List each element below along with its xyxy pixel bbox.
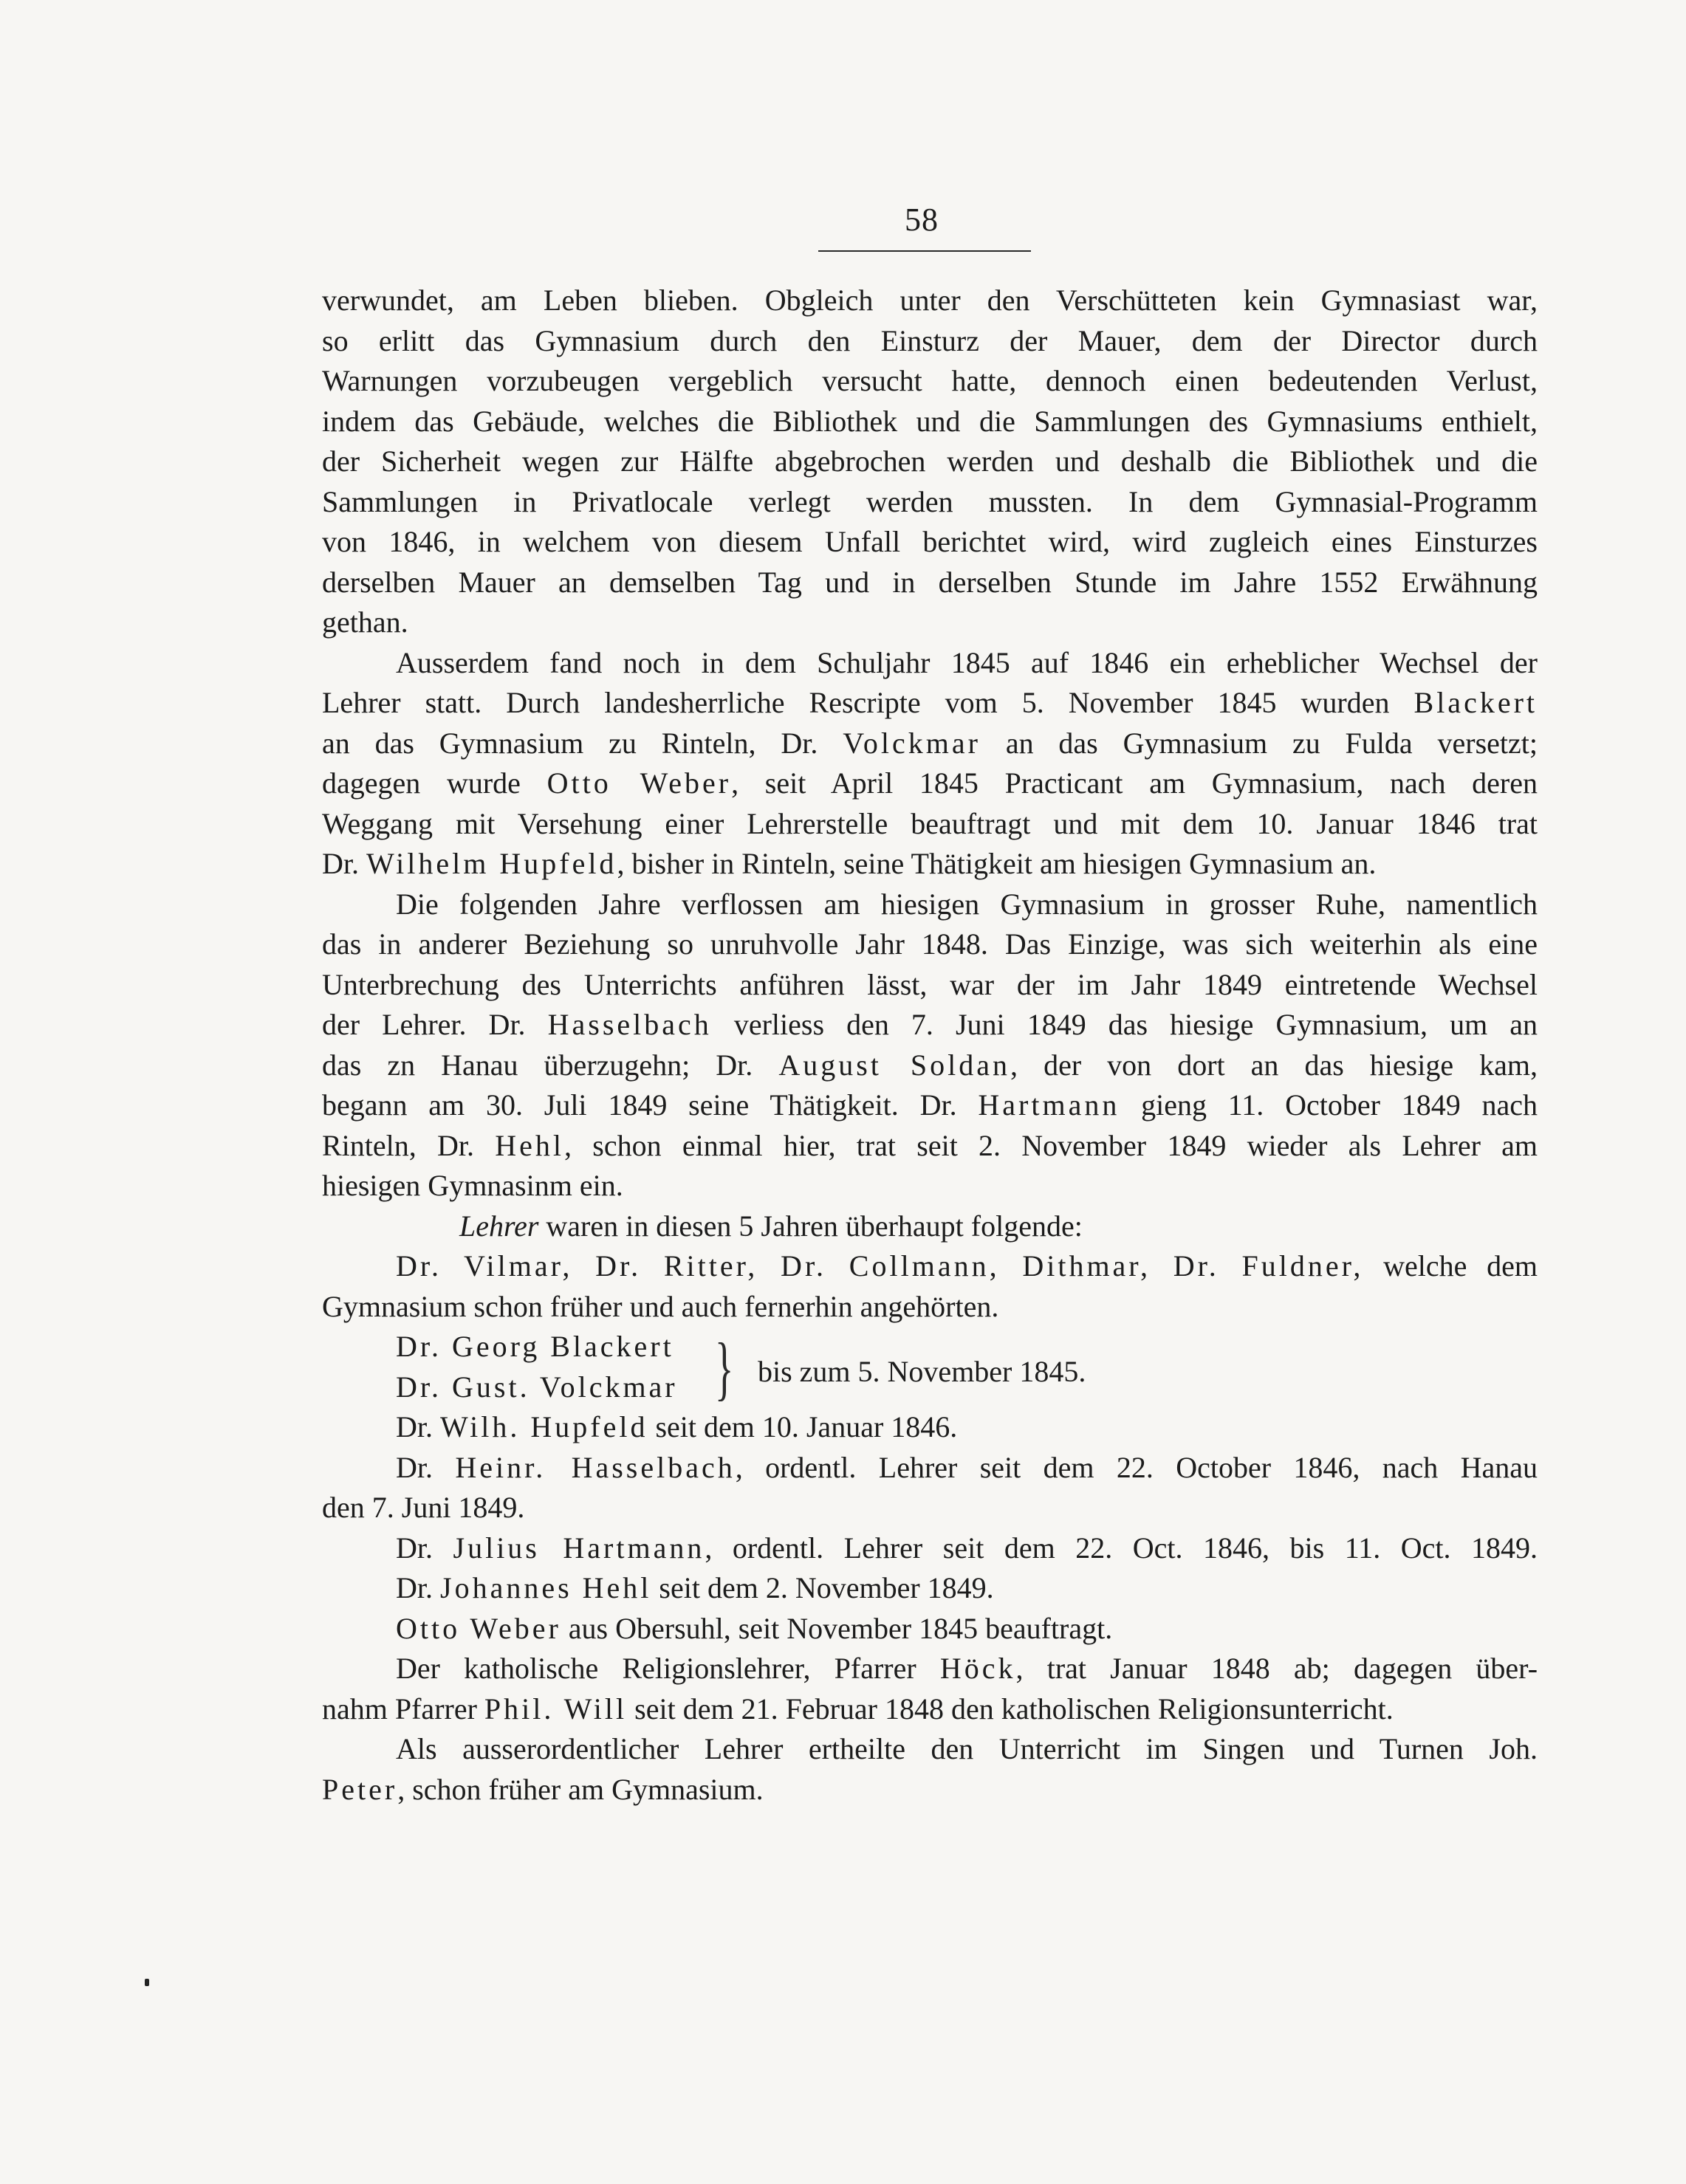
text-line: Dr. Gust. Volckmar [396, 1370, 678, 1404]
text-line [322, 1085, 1538, 1126]
text-line: der Sicherheit wegen zur Hälfte abgebrochen werden und deshalb die Bibliothek und die [322, 444, 1538, 478]
text-line [322, 1126, 1538, 1167]
italic-word: Lehrer [459, 1209, 539, 1243]
text-line [322, 724, 1538, 764]
ink-speck [145, 1979, 149, 1986]
text-line: Warnungen vorzubeugen vergeblich versucht hatte, dennoch einen bedeutenden Verlust, [322, 364, 1538, 397]
text-line [322, 844, 1538, 885]
text-span: Dr. [396, 1531, 433, 1565]
text-line: Die folgenden Jahre verflossen am hiesigen Gymnasium in grosser Ruhe, namentlich [396, 887, 1538, 921]
text-line: verwundet, am Leben blieben. Obgleich unter den Verschütteten kein Gymnasiast war, [322, 284, 1538, 317]
person-name: Hehl [495, 1128, 565, 1162]
person-name: Heinr. Hasselbach [455, 1450, 736, 1484]
text-span: das zn Hanau überzugehn; Dr. [322, 1048, 753, 1082]
text-line: hiesigen Gymnasinm ein. [322, 1169, 623, 1202]
text-span: Dr. [396, 1571, 433, 1604]
text-span: verliess den 7. Juni 1849 das hiesige Gymnasium, um an [733, 1008, 1538, 1041]
text-line: indem das Gebäude, welches die Bibliothek und die Sammlungen des Gymnasiums enthielt, [322, 404, 1538, 438]
brace-glyph: } [715, 1328, 734, 1407]
person-name: Volckmar [843, 726, 981, 760]
text-line [322, 1649, 1538, 1689]
bracket-note: bis zum 5. November 1845. [758, 1355, 1086, 1388]
header-rule [818, 250, 1031, 252]
text-span: Dr. [396, 1410, 433, 1443]
text-span: Dr. [396, 1450, 433, 1484]
person-name: Höck [939, 1652, 1016, 1685]
text-span: , ordentl. Lehrer seit dem 22. Oct. 1846, bis 11. Oct. 1849. [705, 1531, 1538, 1565]
text-span: seit dem 21. Februar 1848 den katholischen Religionsunterricht. [634, 1692, 1394, 1725]
person-name: Julius Hartmann [453, 1531, 705, 1565]
text-span: Lehrer statt. Durch landesherrliche Rescripte vom 5. November 1845 wurden [322, 686, 1390, 719]
text-span: , schon einmal hier, trat seit 2. November 1849 wieder als Lehrer am [564, 1128, 1538, 1162]
text-line: derselben Mauer an demselben Tag und in derselben Stunde im Jahre 1552 Erwähnung [322, 565, 1538, 599]
person-name: Hartmann [978, 1088, 1120, 1122]
person-name: Wilhelm Hupfeld [366, 847, 617, 880]
text-span: seit dem 2. November 1849. [659, 1571, 994, 1604]
text-line: Dr. Georg Blackert [396, 1330, 674, 1363]
text-span: waren in diesen 5 Jahren überhaupt folgende: [546, 1209, 1083, 1243]
text-line [322, 1407, 1538, 1448]
text-span: welche dem [1383, 1249, 1538, 1282]
text-span: dagegen wurde [322, 766, 521, 800]
person-name: Hasselbach [547, 1008, 712, 1041]
text-span: , seit April 1845 Practicant am Gymnasium, nach deren [731, 766, 1538, 800]
person-name: Blackert [1413, 686, 1538, 719]
body-text [322, 281, 1538, 1810]
text-span: an das Gymnasium zu Rinteln, Dr. [322, 726, 818, 760]
text-line: von 1846, in welchem von diesem Unfall berichtet wird, wird zugleich eines Einsturzes [322, 525, 1538, 558]
text-span: an das Gymnasium zu Fulda versetzt; [1005, 726, 1538, 760]
text-line: das in anderer Beziehung so unruhvolle Jahr 1848. Das Einzige, was sich weiterhin als eine [322, 927, 1538, 961]
text-span: , schon früher am Gymnasium. [397, 1772, 764, 1806]
person-name: Phil. Will [484, 1692, 628, 1725]
text-span: , der von dort an das hiesige kam, [1010, 1048, 1538, 1082]
text-line [322, 1528, 1538, 1569]
text-line [322, 1568, 1538, 1609]
text-line [322, 1206, 1538, 1247]
text-span: nahm Pfarrer [322, 1692, 477, 1725]
text-line: den 7. Juni 1849. [322, 1491, 525, 1524]
person-name: Otto Weber [396, 1611, 561, 1645]
text-span: der Lehrer. Dr. [322, 1008, 526, 1041]
person-name: Peter [322, 1772, 398, 1806]
text-line: Ausserdem fand noch in dem Schuljahr 1845 auf 1846 ein erheblicher Wechsel der [396, 645, 1538, 679]
text-span: Dr. [322, 847, 359, 880]
text-line [322, 683, 1538, 724]
text-span: aus Obersuhl, seit November 1845 beauftragt. [568, 1611, 1113, 1645]
text-line [322, 1246, 1538, 1287]
text-span: , trat Januar 1848 ab; dagegen über- [1015, 1652, 1538, 1685]
text-span: gieng 11. October 1849 nach [1141, 1088, 1538, 1122]
text-span: , bisher in Rinteln, seine Thätigkeit am hiesigen Gymnasium an. [617, 847, 1377, 880]
text-line: so erlitt das Gymnasium durch den Einsturz der Mauer, dem der Director durch [322, 323, 1538, 357]
text-line: Sammlungen in Privatlocale verlegt werden mussten. In dem Gymnasial-Programm [322, 484, 1538, 518]
person-name: Wilh. Hupfeld [440, 1410, 648, 1443]
bracketed-entries [322, 1327, 1538, 1407]
text-span: seit dem 10. Januar 1846. [655, 1410, 958, 1443]
text-span: , ordentl. Lehrer seit dem 22. October 1846, nach Hanau [735, 1450, 1538, 1484]
person-name: August Soldan [778, 1048, 1011, 1082]
person-name: Otto Weber [546, 766, 732, 800]
page-number: 58 [905, 202, 939, 238]
text-line [322, 1448, 1538, 1488]
text-line [322, 1770, 1538, 1810]
text-span: begann am 30. Juli 1849 seine Thätigkeit. Dr. [322, 1088, 957, 1122]
text-span: Der katholische Religionslehrer, Pfarrer [396, 1652, 916, 1685]
text-line [322, 763, 1538, 804]
text-line [322, 1689, 1538, 1730]
text-line: Als ausserordentlicher Lehrer ertheilte den Unterricht im Singen und Turnen Joh. [396, 1732, 1538, 1765]
text-line [322, 1005, 1538, 1045]
text-line: Unterbrechung des Unterrichts anführen lässt, war der im Jahr 1849 eintretende Wechsel [322, 967, 1538, 1001]
text-span: Rinteln, Dr. [322, 1128, 475, 1162]
text-line: Weggang mit Versehung einer Lehrerstelle beauftragt und mit dem 10. Januar 1846 trat [322, 806, 1538, 840]
person-names: Dr. Vilmar, Dr. Ritter, Dr. Collmann, Dithmar, Dr. Fuldner, [396, 1249, 1364, 1282]
text-line: Gymnasium schon früher und auch fernerhin angehörten. [322, 1289, 999, 1323]
text-line [322, 1045, 1538, 1086]
text-line: gethan. [322, 605, 408, 639]
text-line [322, 1609, 1538, 1649]
person-name: Johannes Hehl [440, 1571, 652, 1604]
